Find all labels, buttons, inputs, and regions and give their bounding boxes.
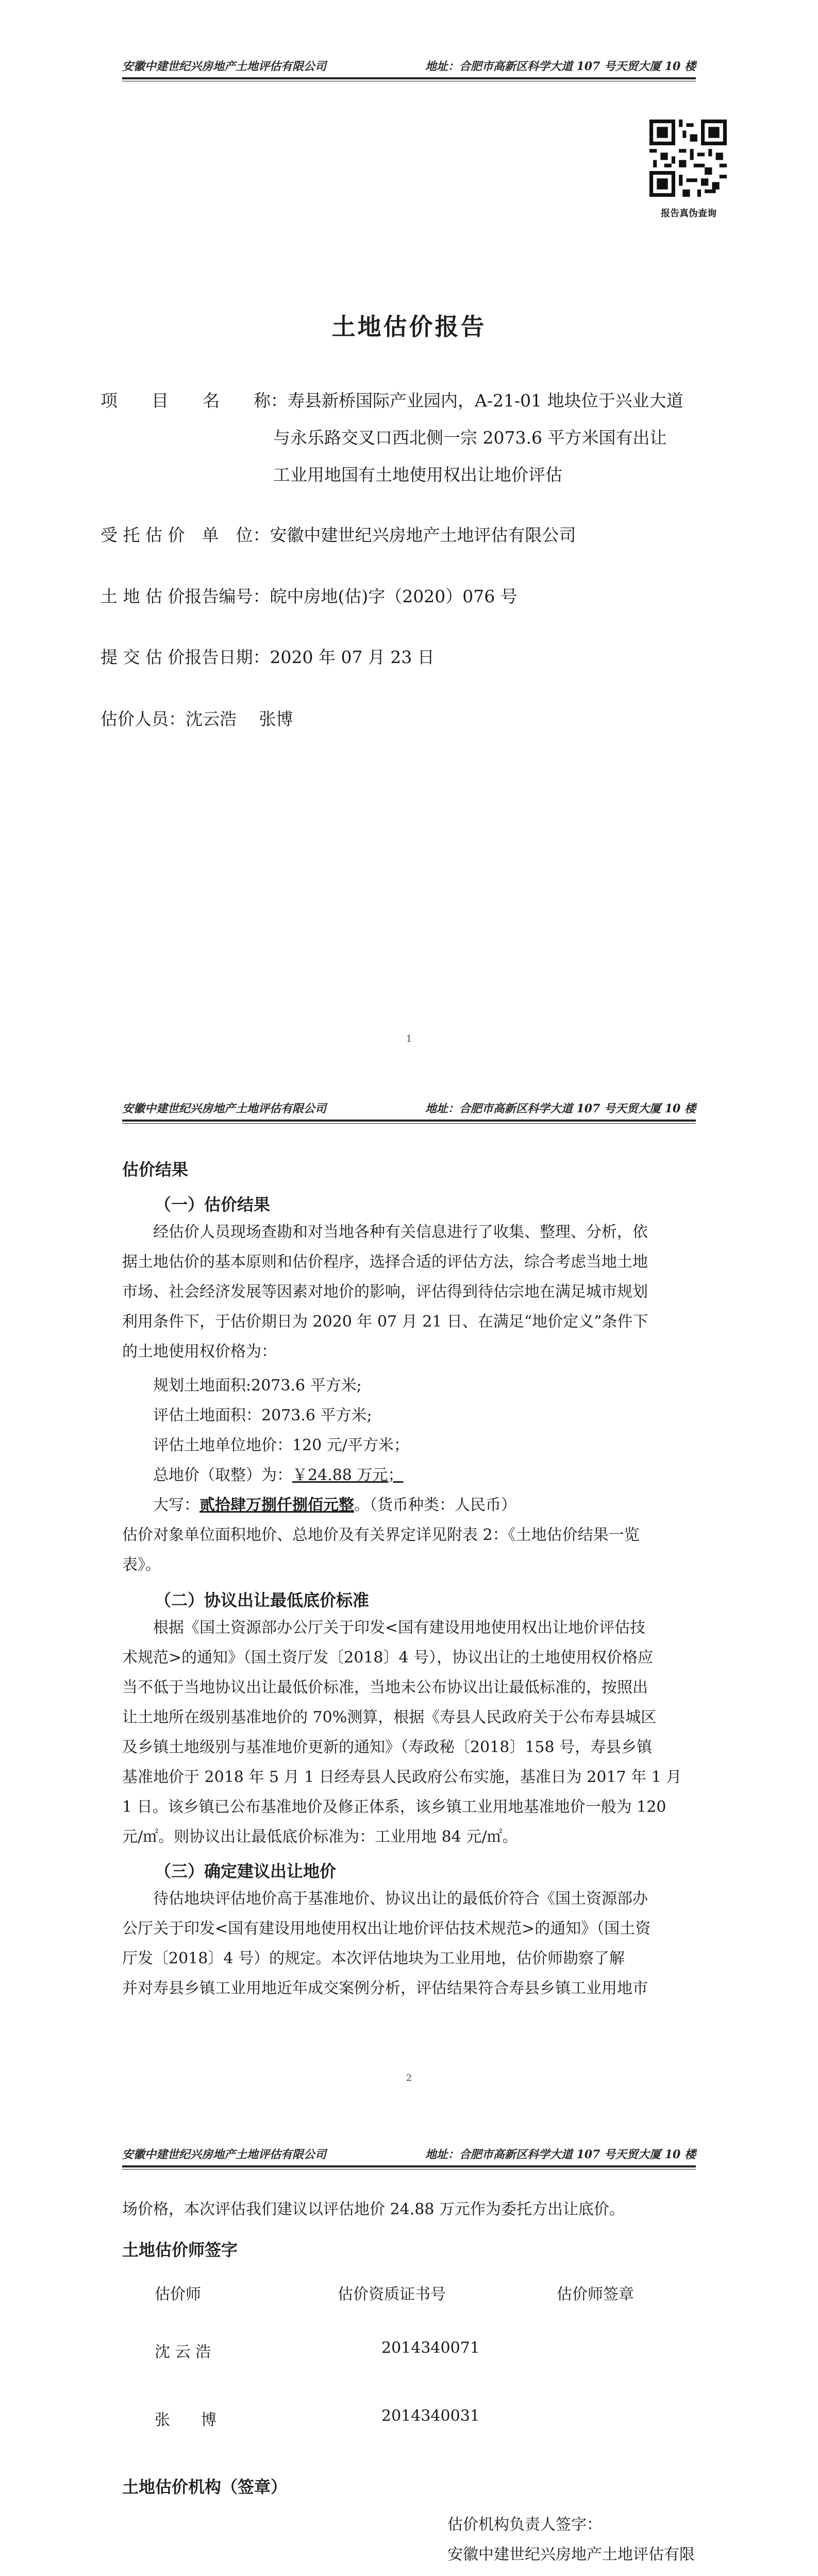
field-label: 受 托 估 价 单 位： [101,525,270,545]
field-label: 提 交 估 价报告日期： [101,647,270,667]
field-value: 寿县新桥国际产业园内，A-21-01 地块位于兴业大道 [288,391,683,411]
page-number: 2 [406,2073,412,2083]
note-line: 表》。 [122,1556,161,1574]
total-value: ￥24.88 万元； [292,1466,404,1484]
unit-price: 评估土地单位地价：120 元/平方米； [153,1436,409,1454]
paragraph-line: 公厅关于印发<国有建设用地使用权出让地价评估技术规范>的通知》（国土资 [122,1920,651,1938]
org-line: 安徽中建世纪兴房地产土地评估有限 [447,2546,695,2564]
appraiser-cert: 2014340031 [381,2407,480,2425]
report-page-1 [0,0,818,1059]
report-title: 土地估价报告 [331,313,487,341]
page-number: 1 [406,1033,412,1044]
header-address: 地址：合肥市高新区科学大道 107 号天贸大厦 10 楼 [425,2148,696,2161]
field-report-no [101,578,517,615]
paragraph-line: 元/㎡。则协议出让最低底价标准为：工业用地 84 元/㎡。 [122,1828,518,1846]
paragraph-line: 场价格，本次评估我们建议以评估地价 24.88 万元作为委托方出让底价。 [122,2200,625,2218]
field-label: 项 目 名 称： [101,391,288,411]
header-company: 安徽中建世纪兴房地产土地评估有限公司 [122,60,327,73]
header-rule-thin [122,2169,696,2170]
org-heading: 土地估价机构（签章） [122,2477,288,2497]
caps-label: 大写： [153,1496,199,1514]
field-date [101,639,435,676]
paragraph-line: 并对寿县乡镇工业用地近年成交案例分析，评估结果符合寿县乡镇工业用地市 [122,1979,648,1997]
qr-caption: 报告真伪查询 [661,208,716,219]
header-rule-thin [122,1123,696,1124]
field-value: 皖中房地(估)字（2020）076 号 [270,586,517,606]
paragraph-line: 1 日。该乡镇已公布基准地价及修正体系，该乡镇工业用地基准地价一般为 120 [122,1798,666,1816]
caps-value: 贰拾肆万捌仟捌佰元整 [199,1496,354,1514]
field-value-cont: 与永乐路交叉口西北侧一宗 2073.6 平方米国有出让 [273,428,667,448]
note-line: 估价对象单位面积地价、总地价及有关界定详见附表 2：《土地估价结果一览 [122,1526,640,1544]
qr-code-icon[interactable] [649,120,727,197]
total-label: 总地价（取整）为： [153,1466,292,1484]
org-line: 估价机构负责人签字： [447,2516,602,2534]
paragraph-line: 让土地所在级别基准地价的 70%测算，根据《寿县人民政府关于公布寿县城区 [122,1708,657,1726]
header-rule [122,1120,696,1122]
report-page-3 [0,2117,818,2576]
header-rule [122,77,696,79]
org-line [544,2570,575,2576]
field-value: 2020 年 07 月 23 日 [270,647,435,667]
evaluated-area: 评估土地面积：2073.6 平方米; [153,1406,372,1425]
paragraph-line: 待估地块评估地价高于基准地价、协议出让的最低价符合《国土资源部办 [153,1890,648,1908]
total-in-words [153,1490,516,1520]
paragraph-line: 市场、社会经济发展等因素对地价的影响，评估得到待估宗地在满足城市规划 [122,1283,648,1301]
paragraph-line: 的土地使用权价格为： [122,1343,277,1361]
appraiser-cert: 2014340071 [381,2339,480,2357]
paragraph-line: 利用条件下，于估价期日为 2020 年 07 月 21 日、在满足“地价定义”条件下 [122,1313,648,1331]
paragraph-line: 经估价人员现场查勘和对当地各种有关信息进行了收集、整理、分析，依 [153,1223,648,1241]
paragraph-line: 根据《国土资源部办公厅关于印发<国有建设用地使用权出让地价评估技 [153,1619,646,1637]
appraiser-name: 沈 云 浩 [155,2343,211,2361]
subsection-title: （二）协议出让最低底价标准 [155,1590,370,1610]
header-address: 地址：合肥市高新区科学大道 107 号天贸大厦 10 楼 [425,60,696,73]
field-value: 安徽中建世纪兴房地产土地评估有限公司 [270,525,576,545]
page-header [122,58,696,76]
caps-suffix: 。（货币种类：人民币） [354,1496,516,1514]
paragraph-line: 据土地估价的基本原则和估价程序，选择合适的评估方法，综合考虑当地土地 [122,1253,648,1271]
header-rule [122,2165,696,2167]
planned-area: 规划土地面积:2073.6 平方米; [153,1377,362,1395]
paragraph-line: 厅发〔2018〕4 号）的规定。本次评估地块为工业用地，估价师勘察了解 [122,1950,625,1968]
col-header-seal: 估价师签章 [557,2285,634,2303]
appraiser-name: 张 博 [155,2411,216,2429]
paragraph-line: 术规范>的通知》（国土资厅发〔2018〕4 号），协议出让的土地使用权价格应 [122,1649,654,1667]
signature-heading: 土地估价师签字 [122,2240,238,2260]
section-heading: 估价结果 [122,1160,189,1179]
page-header [122,1100,696,1118]
field-value-cont: 工业用地国有土地使用权出让地价评估 [273,465,562,485]
paragraph-line: 及乡镇土地级别与基准地价更新的通知》（寿政秘〔2018〕158 号，寿县乡镇 [122,1738,653,1756]
paragraph-line: 基准地价于 2018 年 5 月 1 日经寿县人民政府公布实施，基准日为 2017 年 1 月 [122,1768,682,1786]
field-project [101,382,683,419]
page-header [122,2146,696,2164]
total-price [153,1461,403,1490]
header-company: 安徽中建世纪兴房地产土地评估有限公司 [122,2148,327,2161]
appraisers: 估价人员：沈云浩 张博 [101,709,293,729]
report-page-2 [0,1059,818,2117]
subsection-title: （三）确定建议出让地价 [155,1861,337,1881]
col-header-cert: 估价资质证书号 [338,2285,446,2303]
paragraph-line: 当不低于当地协议出让最低价标准，当地未公布协议出让最低标准的，按照出 [122,1679,648,1697]
subsection-title: （一）估价结果 [155,1195,271,1214]
field-client [101,517,576,554]
header-address: 地址：合肥市高新区科学大道 107 号天贸大厦 10 楼 [425,1102,696,1115]
col-header-appraiser: 估价师 [155,2285,201,2303]
field-label: 土 地 估 价报告编号： [101,586,270,606]
header-company: 安徽中建世纪兴房地产土地评估有限公司 [122,1102,327,1115]
